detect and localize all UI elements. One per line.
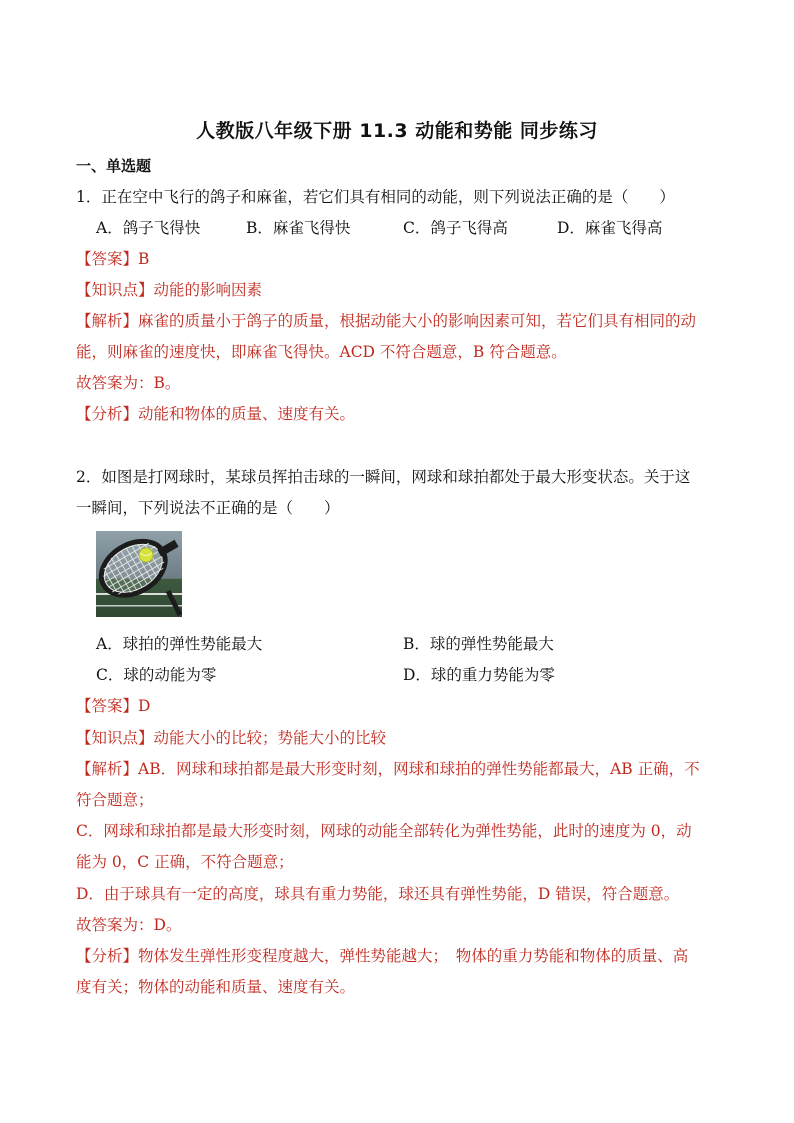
q2-knowledge-line	[76, 728, 726, 748]
analysis-tag: 【解析】	[76, 312, 139, 330]
q2-summary-1: 物体发生弹性形变程度越大，弹性势能越大； 物体的重力势能和物体的质量、高	[138, 947, 689, 965]
page-title: 人教版八年级下册 11.3 动能和势能 同步练习	[196, 120, 598, 142]
q1-stem: 1．正在空中飞行的鸽子和麻雀，若它们具有相同的动能，则下列说法正确的是（ ）	[76, 188, 675, 206]
q1-analysis-line-1	[76, 311, 726, 331]
q1-option-b: B．麻雀飞得快	[246, 219, 351, 237]
q2-analysis-4: 能为 0，C 正确，不符合题意；	[76, 853, 294, 871]
q2-answer: D	[138, 697, 151, 715]
q2-option-d: D．球的重力势能为零	[403, 666, 555, 684]
q1-knowledge-line	[76, 280, 726, 300]
q2-analysis-1: AB．网球和球拍都是最大形变时刻，网球和球拍的弹性势能都最大，AB 正确，不	[138, 760, 700, 778]
q1-knowledge: 动能的影响因素	[153, 281, 263, 299]
q2-analysis-3: C．网球和球拍都是最大形变时刻，网球的动能全部转化为弹性势能，此时的速度为 0，动	[76, 822, 692, 840]
knowledge-tag: 【知识点】	[76, 729, 154, 747]
q1-answer-line	[76, 249, 726, 269]
q2-stem-2: 一瞬间，下列说法不正确的是（ ）	[76, 499, 340, 517]
q2-analysis-line-1	[76, 759, 726, 779]
tennis-racket-photo	[96, 531, 182, 617]
q1-option-d: D．麻雀飞得高	[557, 219, 663, 237]
q2-option-b: B．球的弹性势能最大	[403, 635, 554, 653]
analysis-tag: 【解析】	[76, 760, 139, 778]
answer-tag: 【答案】	[76, 250, 139, 268]
q2-option-c: C．球的动能为零	[96, 666, 217, 684]
q1-conclusion: 故答案为：B。	[76, 374, 181, 392]
q1-option-a: A．鸽子飞得快	[96, 219, 201, 237]
summary-tag: 【分析】	[76, 947, 139, 965]
q1-analysis-1: 麻雀的质量小于鸽子的质量，根据动能大小的影响因素可知，若它们具有相同的动	[138, 312, 697, 330]
q2-option-a: A．球拍的弹性势能最大	[96, 635, 263, 653]
knowledge-tag: 【知识点】	[76, 281, 154, 299]
section-heading: 一、单选题	[76, 157, 152, 175]
q1-summary: 动能和物体的质量、速度有关。	[138, 405, 356, 423]
q2-conclusion: 故答案为：D。	[76, 916, 182, 934]
q1-analysis-2: 能，则麻雀的速度快，即麻雀飞得快。ACD 不符合题意，B 符合题意。	[76, 343, 567, 361]
q2-stem-1: 2．如图是打网球时，某球员挥拍击球的一瞬间，网球和球拍都处于最大形变状态。关于这	[76, 468, 691, 486]
q2-analysis-5: D．由于球具有一定的高度，球具有重力势能，球还具有弹性势能，D 错误，符合题意。	[76, 885, 680, 903]
q1-answer: B	[138, 250, 150, 268]
q2-knowledge: 动能大小的比较；势能大小的比较	[153, 729, 387, 747]
summary-tag: 【分析】	[76, 405, 139, 423]
q2-analysis-2: 符合题意；	[76, 791, 154, 809]
q2-answer-line	[76, 696, 726, 716]
answer-tag: 【答案】	[76, 697, 139, 715]
q1-summary-line	[76, 404, 726, 424]
q1-option-c: C．鸽子飞得高	[403, 219, 508, 237]
q2-summary-2: 度有关；物体的动能和质量、速度有关。	[76, 978, 356, 996]
q2-summary-line-1	[76, 946, 726, 966]
